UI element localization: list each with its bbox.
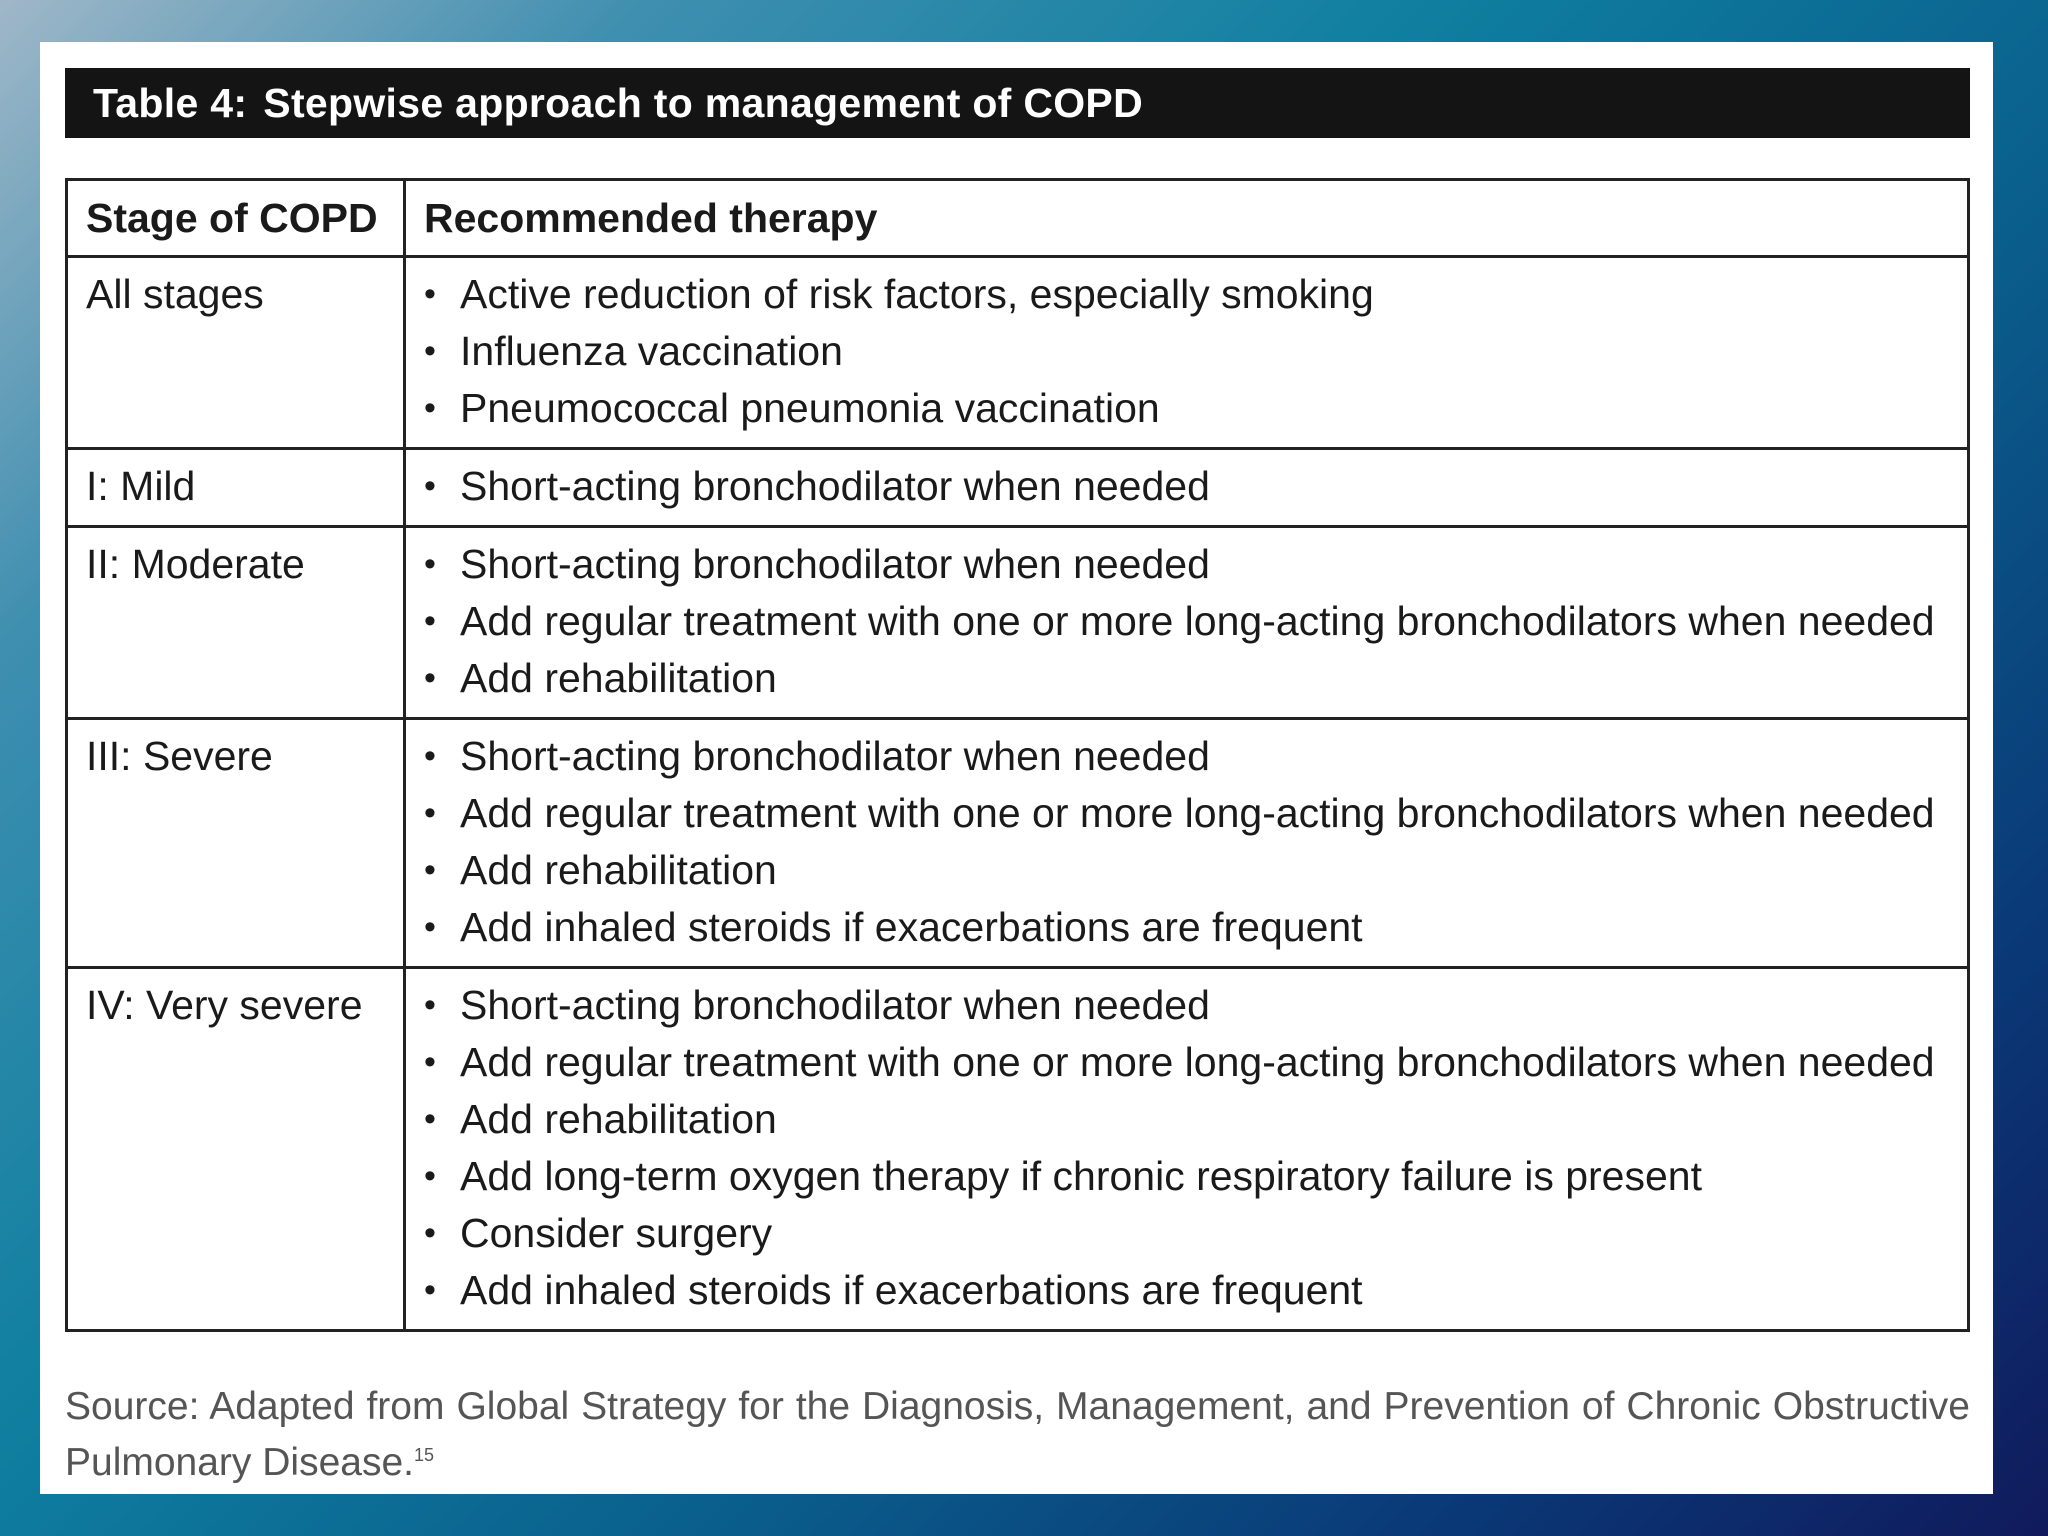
therapy-cell	[405, 527, 1969, 719]
therapy-item	[424, 1262, 1957, 1319]
bullet-icon: •	[424, 602, 436, 640]
bullet-icon: •	[424, 659, 436, 697]
therapy-item	[424, 1148, 1957, 1205]
therapy-text: Active reduction of risk factors, especially smoking	[460, 271, 1374, 317]
source-reference: 15	[413, 1445, 435, 1465]
therapy-item	[424, 1034, 1957, 1091]
therapy-item	[424, 650, 1957, 707]
bullet-icon: •	[424, 332, 436, 370]
therapy-item	[424, 842, 1957, 899]
stage-cell: II: Moderate	[67, 527, 405, 719]
table-row	[67, 449, 1969, 527]
therapy-text: Short-acting bronchodilator when needed	[460, 982, 1210, 1028]
therapy-text: Add inhaled steroids if exacerbations are frequent	[460, 1267, 1363, 1313]
source-note	[65, 1382, 1970, 1487]
stage-cell: IV: Very severe	[67, 968, 405, 1331]
therapy-text: Short-acting bronchodilator when needed	[460, 541, 1210, 587]
table-row	[67, 968, 1969, 1331]
therapy-item	[424, 1091, 1957, 1148]
bullet-icon: •	[424, 1043, 436, 1081]
table-row	[67, 527, 1969, 719]
therapy-text: Add regular treatment with one or more long-acting bronchodilators when needed	[460, 1039, 1935, 1085]
header-therapy: Recommended therapy	[405, 180, 1969, 257]
bullet-icon: •	[424, 908, 436, 946]
therapy-text: Add rehabilitation	[460, 847, 777, 893]
therapy-item	[424, 977, 1957, 1034]
therapy-item	[424, 323, 1957, 380]
stage-cell: III: Severe	[67, 719, 405, 968]
bullet-icon: •	[424, 545, 436, 583]
therapy-text: Add rehabilitation	[460, 655, 777, 701]
bullet-icon: •	[424, 1271, 436, 1309]
therapy-item	[424, 899, 1957, 956]
therapy-list	[424, 266, 1957, 437]
bullet-icon: •	[424, 986, 436, 1024]
bullet-icon: •	[424, 1100, 436, 1138]
table-body	[67, 257, 1969, 1331]
bullet-icon: •	[424, 737, 436, 775]
bullet-icon: •	[424, 851, 436, 889]
table-row	[67, 719, 1969, 968]
therapy-item	[424, 458, 1957, 515]
therapy-text: Short-acting bronchodilator when needed	[460, 463, 1210, 509]
therapy-list	[424, 728, 1957, 956]
therapy-text: Consider surgery	[460, 1210, 773, 1256]
therapy-list	[424, 458, 1957, 515]
table-header-row	[67, 180, 1969, 257]
therapy-item	[424, 266, 1957, 323]
therapy-list	[424, 977, 1957, 1319]
bullet-icon: •	[424, 275, 436, 313]
therapy-text: Add rehabilitation	[460, 1096, 777, 1142]
bullet-icon: •	[424, 1214, 436, 1252]
bullet-icon: •	[424, 467, 436, 505]
therapy-item	[424, 593, 1957, 650]
bullet-icon: •	[424, 389, 436, 427]
therapy-cell	[405, 257, 1969, 449]
therapy-item	[424, 785, 1957, 842]
therapy-item	[424, 1205, 1957, 1262]
table-number: Table 4:	[93, 79, 248, 126]
therapy-text: Short-acting bronchodilator when needed	[460, 733, 1210, 779]
therapy-text: Add long-term oxygen therapy if chronic respiratory failure is present	[460, 1153, 1702, 1199]
bullet-icon: •	[424, 794, 436, 832]
therapy-text: Influenza vaccination	[460, 328, 843, 374]
table-title-bar	[65, 68, 1970, 138]
therapy-item	[424, 380, 1957, 437]
therapy-cell	[405, 719, 1969, 968]
stage-cell: All stages	[67, 257, 405, 449]
copd-management-table	[65, 178, 1970, 1332]
therapy-text: Pneumococcal pneumonia vaccination	[460, 385, 1160, 431]
source-text: Source: Adapted from Global Strategy for the Diagnosis, Management, and Prevention of Chronic Obstructive Pulmonary Disease.	[65, 1385, 1970, 1484]
therapy-item	[424, 536, 1957, 593]
therapy-item	[424, 728, 1957, 785]
therapy-cell	[405, 968, 1969, 1331]
stage-cell: I: Mild	[67, 449, 405, 527]
therapy-list	[424, 536, 1957, 707]
therapy-cell	[405, 449, 1969, 527]
table-title: Stepwise approach to management of COPD	[263, 79, 1143, 126]
therapy-text: Add inhaled steroids if exacerbations are frequent	[460, 904, 1363, 950]
therapy-text: Add regular treatment with one or more long-acting bronchodilators when needed	[460, 598, 1935, 644]
table-row	[67, 257, 1969, 449]
therapy-text: Add regular treatment with one or more long-acting bronchodilators when needed	[460, 790, 1935, 836]
header-stage: Stage of COPD	[67, 180, 405, 257]
bullet-icon: •	[424, 1157, 436, 1195]
document-card	[40, 42, 1993, 1494]
